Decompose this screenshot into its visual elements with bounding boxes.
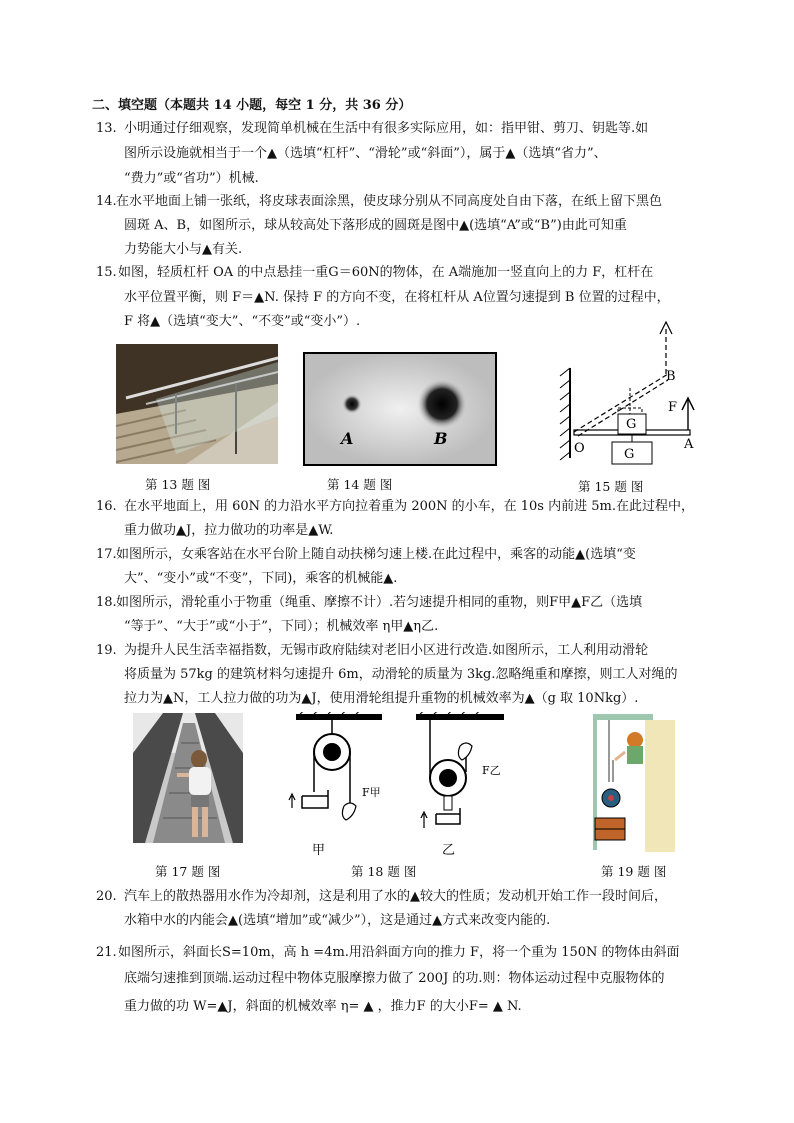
- q19-number: 19.: [96, 643, 117, 658]
- q21-line-1: 如图所示，斜面长S=10m，高 h =4m.用沿斜面方向的推力 F，将一个重为 150N 的物体由斜面: [118, 945, 680, 960]
- spot-b: [417, 379, 467, 429]
- q14-line-3: 力势能大小与▲有关.: [124, 242, 243, 257]
- q20-number: 20.: [96, 889, 117, 904]
- q20-line-2: 水箱中水的内能会▲(选填“增加”或“减少”），这是通过▲方式来改变内能的.: [124, 913, 551, 928]
- q14-number: 14.: [96, 194, 117, 209]
- q17-line-1: 如图所示，女乘客站在水平台阶上随自动扶梯匀速上楼.在此过程中，乘客的动能▲(选填“变: [116, 547, 636, 562]
- fig19-caption: 第 19 题 图: [601, 864, 667, 879]
- fig15-label-f: F: [668, 400, 678, 415]
- q18-number: 18.: [96, 595, 117, 610]
- q15-line-3: F 将▲（选填“变大”、“不变”或“变小”）.: [124, 314, 361, 329]
- fig14-paper-spots: [303, 352, 497, 466]
- fig17-escalator-photo: [133, 713, 243, 843]
- q19-line-1: 为提升人民生活幸福指数，无锡市政府陆续对老旧小区进行改造.如图所示，工人利用动滑轮: [124, 643, 649, 658]
- fig18-label-fjia: F甲: [362, 786, 381, 799]
- q18-line-2: “等于”、“大于”或“小于”，下同）；机械效率 η甲▲η乙.: [124, 619, 439, 634]
- q17-line-2: 大”、“变小”或“不变”，下同)，乘客的机械能▲.: [124, 571, 398, 586]
- q16-line-1: 在水平地面上，用 60N 的力沿水平方向拉着重为 200N 的小车，在 10s 内前进 5m.在此过程中，: [124, 499, 694, 514]
- fig15-caption: 第 15 题 图: [578, 479, 644, 494]
- q19-line-2: 将质量为 57kg 的建筑材料匀速提升 6m，动滑轮的质量为 3kg.忽略绳重和摩擦，则工人对绳的: [124, 667, 678, 682]
- fig15-label-g-top: G: [626, 417, 637, 432]
- q15-number: 15.: [96, 265, 117, 280]
- fig17-caption: 第 17 题 图: [155, 864, 221, 879]
- fig18-label-jia: 甲: [312, 843, 326, 858]
- fig18-caption: 第 18 题 图: [351, 864, 417, 879]
- fig19-worker-pulley: [585, 712, 675, 852]
- q13-number: 13.: [96, 121, 117, 136]
- q13-line-1: 小明通过仔细观察，发现简单机械在生活中有很多实际应用，如：指甲钳、剪刀、钥匙等.如: [124, 121, 649, 136]
- q21-line-2: 底端匀速推到顶端.运动过程中物体克服摩擦力做了 200J 的功.则：物体运动过程中克服物体的: [124, 971, 665, 986]
- fig18-label-fyi: F乙: [482, 764, 501, 777]
- q15-line-1: 如图，轻质杠杆 OA 的中点悬挂一重G＝60N的物体，在 A端施加一竖直向上的力 F，杠杆在: [118, 265, 654, 280]
- fig15-label-g-bottom: G: [624, 447, 635, 462]
- section-heading: 二、填空题（本题共 14 小题，每空 1 分，共 36 分）: [92, 98, 412, 113]
- fig15-lever-diagram: [556, 318, 706, 470]
- fig14-caption: 第 14 题 图: [327, 477, 393, 492]
- q16-line-2: 重力做功▲J，拉力做功的功率是▲W.: [124, 523, 334, 538]
- q21-line-3: 重力做的功 W=▲J，斜面的机械效率 η= ▲ ，推力F 的大小F= ▲ N.: [124, 999, 522, 1014]
- fig15-label-o: O: [574, 441, 585, 456]
- fig13-ramp-photo: [116, 344, 278, 464]
- fig15-label-a: A: [684, 437, 694, 452]
- q19-line-3: 拉力为▲N，工人拉力做的功为▲J，使用滑轮组提升重物的机械效率为▲（g 取 10Nkg）.: [124, 691, 639, 706]
- q14-line-1: 在水平地面上铺一张纸，将皮球表面涂黑，使皮球分别从不同高度处自由下落，在纸上留下黑色: [116, 194, 663, 209]
- q20-line-1: 汽车上的散热器用水作为冷却剂，这是利用了水的▲较大的性质；发动机开始工作一段时间后，: [124, 889, 667, 904]
- q14-line-2: 圆斑 A、B，如图所示，球从较高处下落形成的圆斑是图中▲(选填“A”或“B”)由此可知重: [124, 218, 627, 233]
- q13-line-2: 图所示设施就相当于一个▲（选填“杠杆”、“滑轮”或“斜面”），属于▲（选填“省力”、: [124, 146, 607, 161]
- q16-number: 16.: [96, 499, 117, 514]
- q13-line-3: “费力”或“省功”）机械.: [124, 171, 259, 186]
- fig18-label-yi: 乙: [442, 843, 456, 858]
- spot-a: [342, 394, 362, 414]
- fig14-label-b: B: [434, 429, 448, 448]
- q17-number: 17.: [96, 547, 117, 562]
- fig13-caption: 第 13 题 图: [145, 477, 211, 492]
- q18-line-1: 如图所示，滑轮重小于物重（绳重、摩擦不计）.若匀速提升相同的重物，则F甲▲F乙（选填: [116, 595, 643, 610]
- fig18-pulleys-diagram: [288, 712, 518, 860]
- fig14-label-a: A: [341, 429, 354, 448]
- q21-number: 21.: [96, 945, 117, 960]
- q15-line-2: 水平位置平衡，则 F＝▲N. 保持 F 的方向不变，在将杠杆从 A位置匀速提到 B 位置的过程中，: [124, 290, 670, 305]
- fig15-label-b: B: [666, 369, 676, 384]
